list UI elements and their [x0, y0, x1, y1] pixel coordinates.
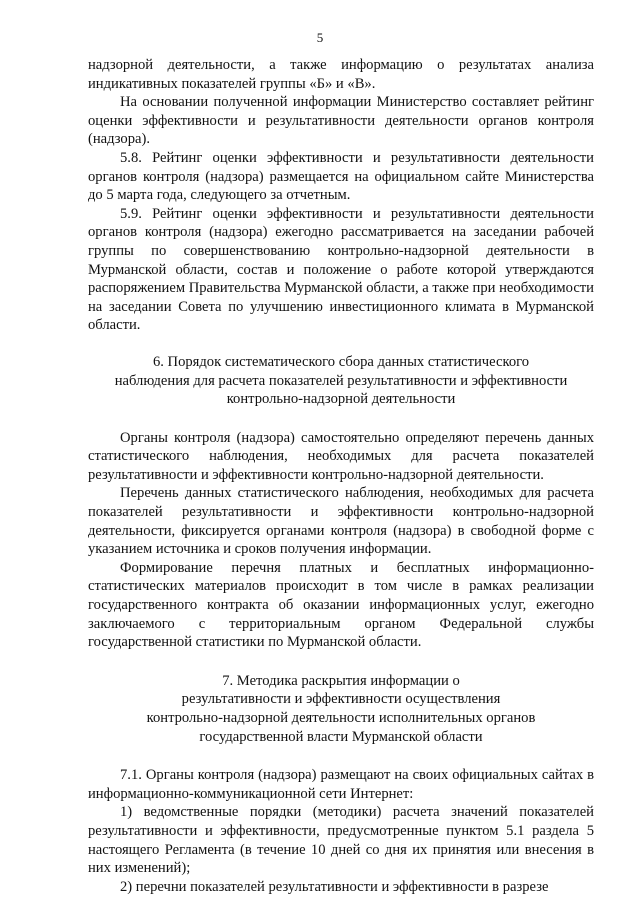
- paragraph: На основании полученной информации Министерство составляет рейтинг оценки эффективности и результативности деятельности органов контроля (надзора).: [88, 94, 594, 148]
- heading-line: 7. Методика раскрытия информации о: [222, 672, 460, 689]
- heading-line: 6. Порядок систематического сбора данных статистического: [152, 353, 530, 370]
- heading-line: результативности и эффективности осуществления: [181, 691, 501, 708]
- heading-line: контрольно-надзорной деятельности: [226, 391, 456, 408]
- heading-line: государственной власти Мурманской области: [199, 728, 483, 745]
- document-body: [88, 56, 594, 896]
- paragraph: Формирование перечня платных и бесплатных информационно-статистических материалов происходит в том числе в рамках реализации государственного контракта об оказании информационных услуг, ежегодно заключаемого с территориальным органом Федеральной службы государственной статистики по Мурманской области.: [88, 559, 594, 651]
- paragraph: 5.9. Рейтинг оценки эффективности и результативности деятельности органов контроля (надзора) ежегодно рассматривается на заседании рабочей группы по совершенствованию контрольно-надзорной деятельности в Мурманской области, состав и положение о работе которой утверждаются распоряжением Правительства Мурманской области, а также при необходимости на заседании Совета по улучшению инвестиционного климата в Мурманской области.: [88, 205, 594, 334]
- paragraph: 2) перечни показателей результативности и эффективности в разрезе: [120, 878, 549, 895]
- paragraph: Перечень данных статистического наблюдения, необходимых для расчета показателей результативности и эффективности контрольно-надзорной деятельности, фиксируется органами контроля (надзора) в свободной форме с указанием источника и сроков получения информации.: [88, 485, 594, 558]
- paragraph: надзорной деятельности, а также информацию о результатах анализа индикативных показателей группы «Б» и «В».: [88, 57, 594, 92]
- paragraph: 7.1. Органы контроля (надзора) размещают на своих официальных сайтах в информационно-коммуникационной сети Интернет:: [88, 767, 594, 802]
- heading-line: наблюдения для расчета показателей результативности и эффективности: [114, 372, 568, 389]
- heading-line: контрольно-надзорной деятельности исполнительных органов: [146, 710, 536, 726]
- page-number: 5: [316, 30, 324, 45]
- paragraph: 5.8. Рейтинг оценки эффективности и результативности деятельности органов контроля (надзора) размещается на официальном сайте Министерства до 5 марта года, следующего за отчетным.: [88, 149, 594, 204]
- section-7-heading: [88, 672, 594, 746]
- paragraph: Органы контроля (надзора) самостоятельно определяют перечень данных статистического наблюдения, необходимых для расчета показателей результативности и эффективности контрольно-надзорной деятельности.: [88, 429, 594, 483]
- section-6-heading: [88, 353, 594, 409]
- paragraph: 1) ведомственные порядки (методики) расчета значений показателей результативности и эффективности, предусмотренные пунктом 5.1 раздела 5 настоящего Регламента (в течение 10 дней со дня их принятия или внесения в них изменений);: [88, 804, 594, 877]
